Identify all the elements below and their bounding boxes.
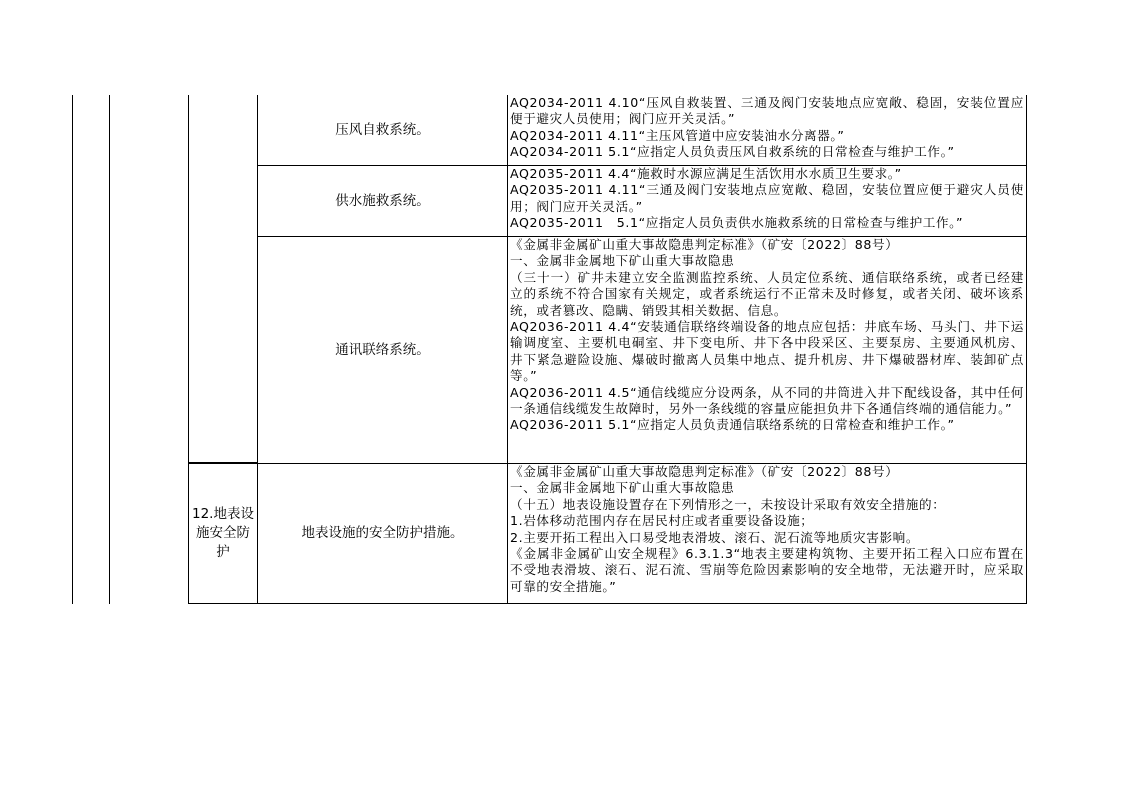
requirement-line: AQ2036-2011 5.1“应指定人员负责通信联络系统的日常检查和维护工作。”	[510, 417, 955, 433]
item-cell	[257, 236, 508, 464]
requirement-line: 1.岩体移动范围内存在居民村庄或者重要设备设施；	[510, 513, 814, 529]
item-label: 通讯联络系统。	[335, 341, 430, 358]
requirement-cell	[507, 463, 1027, 604]
requirement-line: 《金属非金属矿山重大事故隐患判定标准》（矿安〔2022〕88号）	[510, 237, 899, 252]
category-cell	[188, 463, 258, 604]
requirement-line: （三十一）矿井未建立安全监测监控系统、人员定位系统、通信联络系统，或者已经建立的系统不符合国家有关规定，或者系统运行不正常未及时修复，或者关闭、破坏该系统，或者篡改、隐瞒、销毁其相关数据、信息。	[510, 269, 1024, 318]
requirement-cell	[507, 236, 1027, 464]
second-column-border	[109, 95, 110, 604]
requirement-line: 《金属非金属矿山安全规程》6.3.1.3“地表主要建构筑物、主要开拓工程入口应布置在不受地表滑坡、滚石、泥石流、雪崩等危险因素影响的安全地带，无法避开时，应采取可靠的安全措施。”	[510, 546, 1024, 594]
item-cell	[257, 165, 508, 237]
requirement-line: AQ2036-2011 4.4“安装通信联络终端设备的地点应包括：井底车场、马头门、井下运输调度室、主要机电硐室、井下变电所、井下各中段采区、主要泵房、主要通风机房、井下紧急避险设施、爆破时撤离人员集中地点、提升机房、井下爆破器材库、装卸矿点等。”	[510, 319, 1024, 384]
item-label: 压风自救系统。	[335, 121, 430, 138]
requirement-line: AQ2036-2011 4.5“通信线缆应分设两条，从不同的井筒进入井下配线设备，其中任何一条通信线缆发生故障时，另外一条线缆的容量应能担负井下各通信终端的通信能力。”	[510, 384, 1024, 417]
left-column-border	[72, 95, 73, 604]
requirement-line: AQ2034-2011 4.10“压风自救装置、三通及阀门安装地点应宽敞、稳固，安装位置应便于避灾人员使用；阀门应开关灵活。”	[510, 95, 1024, 127]
requirement-line: 《金属非金属矿山重大事故隐患判定标准》（矿安〔2022〕88号）	[510, 464, 899, 479]
item-label: 供水施救系统。	[335, 192, 430, 209]
requirement-line: AQ2035-2011 4.4“施救时水源应满足生活饮用水水质卫生要求。”	[510, 166, 902, 181]
requirement-line: AQ2034-2011 4.11“主压风管道中应安装油水分离器。”	[510, 127, 845, 143]
requirement-line: AQ2035-2011 4.11“三通及阀门安装地点应宽敞、稳固，安装位置应便于避灾人员使用；阀门应开关灵活。”	[510, 182, 1024, 214]
item-label: 地表设施的安全防护措施。	[301, 525, 464, 541]
category-label: 12.地表设施安全防护	[192, 506, 254, 560]
item-cell	[257, 463, 508, 604]
item-cell	[257, 95, 508, 166]
requirement-line: 2.主要开拓工程出入口易受地表滑坡、滚石、泥石流等地质灾害影响。	[510, 529, 920, 545]
requirement-line: AQ2034-2011 5.1“应指定人员负责压风自救系统的日常检查与维护工作。”	[510, 144, 955, 160]
requirement-cell	[507, 95, 1027, 166]
requirement-line: 一、金属非金属地下矿山重大事故隐患	[510, 253, 735, 269]
requirement-line: 一、金属非金属地下矿山重大事故隐患	[510, 480, 735, 496]
category-cell-empty	[188, 95, 258, 463]
requirement-line: AQ2035-2011 5.1“应指定人员负责供水施救系统的日常检查与维护工作。”	[510, 215, 964, 231]
requirement-line: （十五）地表设施设置存在下列情形之一，未按设计采取有效安全措施的：	[510, 496, 946, 512]
requirement-cell	[507, 165, 1027, 237]
